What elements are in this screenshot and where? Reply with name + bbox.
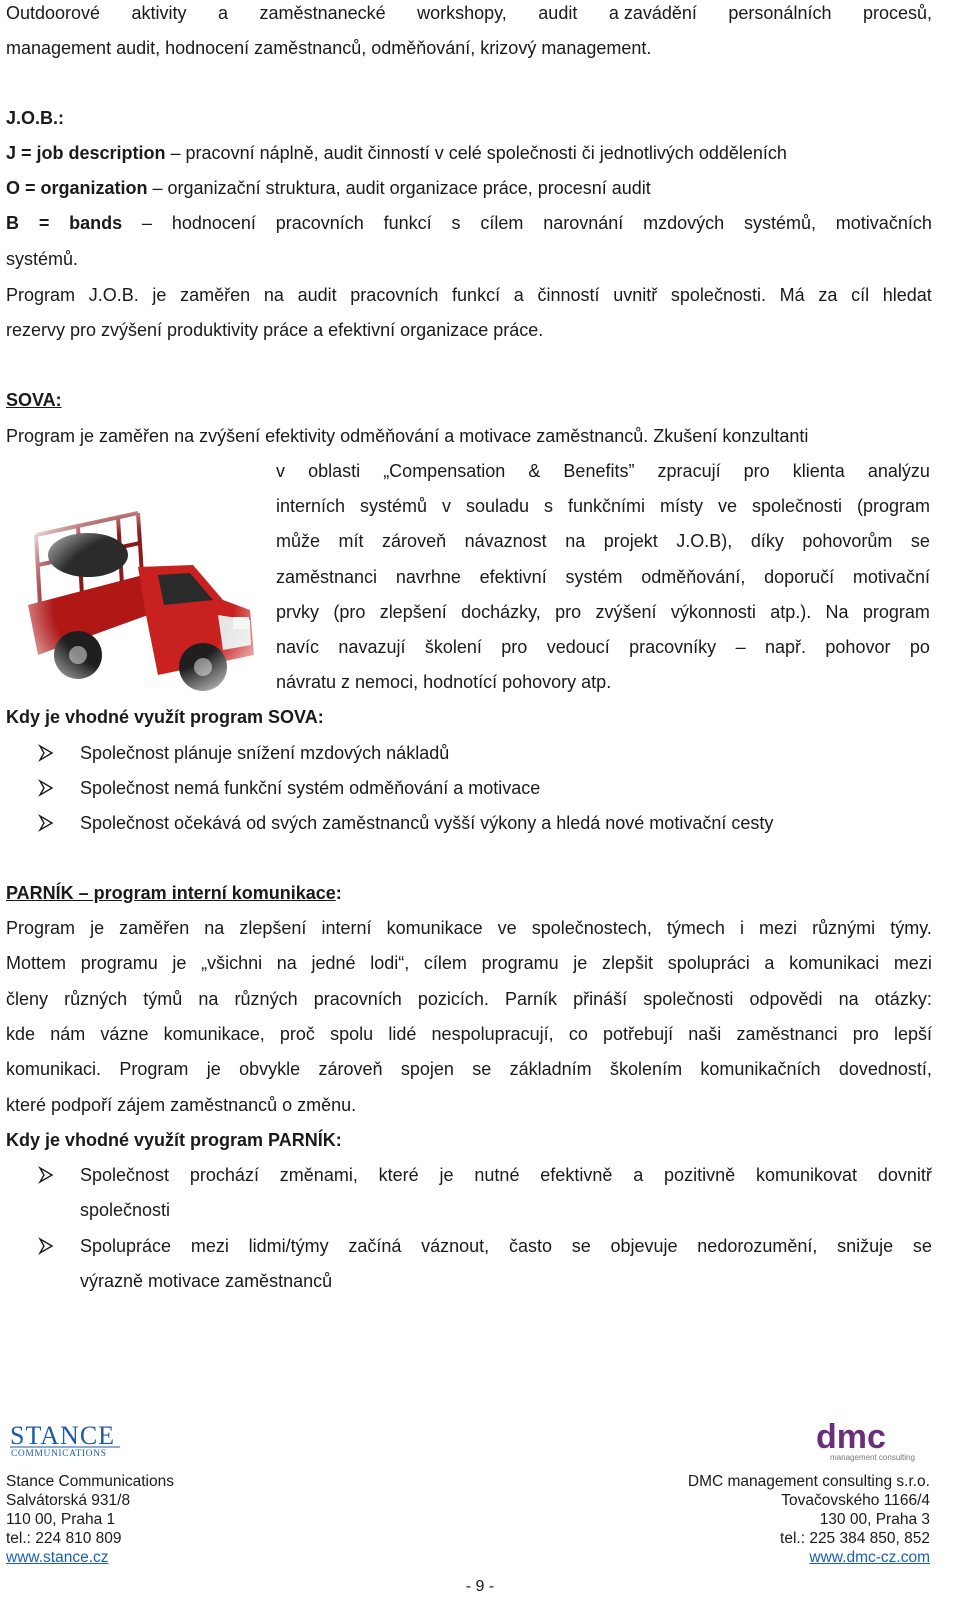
parnik-line-1 xyxy=(6,917,932,939)
footer-left-name: Stance Communications xyxy=(6,1473,174,1490)
word: procesů, xyxy=(862,3,932,23)
job-o-label: O = organization xyxy=(6,178,148,198)
word: pro xyxy=(743,461,770,481)
parnik-heading-line xyxy=(6,882,342,904)
word: je xyxy=(90,918,105,938)
job-o-text: – organizační struktura, audit organizace práce, procesní audit xyxy=(147,178,651,198)
word: navrhne xyxy=(395,567,461,587)
stance-logo-text: STANCE xyxy=(10,1421,116,1450)
word: vázne xyxy=(100,1024,149,1044)
word: dovnitř xyxy=(877,1165,932,1185)
sova-line-1: Program je zaměřen na zvýšení efektivity odměňování a motivace zaměstnanců. Zkušení konzultanti xyxy=(6,426,809,446)
word: snižuje xyxy=(837,1236,894,1256)
word: váznout, xyxy=(421,1236,490,1256)
word: lodi“, xyxy=(370,953,410,973)
word: s xyxy=(451,213,461,233)
word: které xyxy=(378,1165,419,1185)
arrow-bullet-icon xyxy=(38,812,54,834)
word: v xyxy=(442,496,452,516)
word: různými xyxy=(812,918,876,938)
word: místy xyxy=(659,496,703,516)
word: komunikace xyxy=(386,918,483,938)
word: hodnocení xyxy=(171,213,256,233)
word: uvnitř xyxy=(613,285,658,305)
word: a zavádění xyxy=(608,3,697,23)
sova-wrap-last: návratu z nemoci, hodnotící pohovory atp. xyxy=(276,672,612,692)
word: personálních xyxy=(728,3,832,23)
stance-communications-logo xyxy=(8,1420,128,1458)
word: efektivně xyxy=(540,1165,613,1185)
word: se xyxy=(571,1236,591,1256)
footer-right-name: DMC management consulting s.r.o. xyxy=(687,1473,930,1490)
intro-line-2: management audit, hodnocení zaměstnanců, odměňování, krizový management. xyxy=(6,38,652,58)
word: obvykle xyxy=(239,1059,301,1079)
word: Spolupráce xyxy=(80,1236,172,1256)
stance-website-link[interactable]: www.stance.cz xyxy=(6,1549,109,1566)
parnik-heading-colon: : xyxy=(335,883,342,903)
word: klienta xyxy=(792,461,845,481)
footer-left-address xyxy=(6,1472,174,1567)
word: i xyxy=(739,918,744,938)
word: komunikovat xyxy=(755,1165,857,1185)
word: zároveň xyxy=(318,1059,383,1079)
sova-when-heading: Kdy je vhodné využít program SOVA: xyxy=(6,707,324,727)
word: „Compensation xyxy=(383,461,506,481)
sova-heading: SOVA: xyxy=(6,390,62,410)
word: pracovníky xyxy=(629,637,717,657)
word: lidé xyxy=(388,1024,417,1044)
sova-wrap-line-2 xyxy=(276,495,930,517)
word: prvky xyxy=(276,602,320,622)
word: mít xyxy=(338,531,364,551)
word: prochází xyxy=(189,1165,259,1185)
word: systém xyxy=(565,567,623,587)
word: a xyxy=(218,3,229,23)
word: motivační xyxy=(852,567,930,587)
parnik-bullet-2-cont: výrazně motivace zaměstnanců xyxy=(80,1271,333,1291)
word: systémů, xyxy=(743,213,816,233)
word: zaměstnanci xyxy=(276,567,378,587)
word: změnami, xyxy=(279,1165,358,1185)
dmc-website-link[interactable]: www.dmc-cz.com xyxy=(809,1549,930,1566)
footer-left-phone: tel.: 224 810 809 xyxy=(6,1530,122,1547)
word: J.O.B. xyxy=(88,285,139,305)
word: navíc xyxy=(276,637,320,657)
word: návaznost xyxy=(464,531,547,551)
word: spolupráci xyxy=(667,953,750,973)
word: pohovorům xyxy=(802,531,893,551)
parnik-line-4 xyxy=(6,1023,932,1045)
page-number: - 9 - xyxy=(465,1578,495,1595)
word: Na xyxy=(825,602,849,622)
word: zaměřen xyxy=(119,918,190,938)
sova-bullet-text: Společnost plánuje snížení mzdových nákladů xyxy=(80,743,450,763)
dmc-logo-text: dmc xyxy=(816,1418,886,1456)
word: komunikačních xyxy=(700,1059,821,1079)
job-j-label: J = job description xyxy=(6,143,166,163)
word: Benefits” xyxy=(563,461,635,481)
job-b-cont: systémů. xyxy=(6,249,79,269)
word: interních xyxy=(276,496,346,516)
word: = xyxy=(38,213,50,233)
word: komunikace, xyxy=(163,1024,265,1044)
word: cílem xyxy=(480,213,524,233)
word: pro xyxy=(501,637,528,657)
word: jedné xyxy=(311,953,356,973)
parnik-bullet-2-line-1 xyxy=(80,1235,932,1257)
word: se xyxy=(912,1236,932,1256)
word: & xyxy=(528,461,541,481)
word: ve xyxy=(497,918,517,938)
word: je xyxy=(439,1165,454,1185)
word: je xyxy=(172,953,187,973)
word: naši xyxy=(688,1024,722,1044)
word: audit xyxy=(538,3,578,23)
word: s xyxy=(544,496,554,516)
word: pracovních xyxy=(275,213,364,233)
word: interní xyxy=(321,918,372,938)
word: po xyxy=(909,637,930,657)
arrow-bullet-icon xyxy=(38,777,54,799)
job-heading: J.O.B.: xyxy=(6,108,65,128)
dmc-logo-sub: management consulting xyxy=(830,1453,915,1462)
word: proč xyxy=(279,1024,315,1044)
word: nespolupracují, xyxy=(431,1024,554,1044)
word: mzdových xyxy=(643,213,725,233)
word: zpracují xyxy=(657,461,721,481)
word: je xyxy=(573,953,588,973)
arrow-bullet-icon xyxy=(38,1235,54,1257)
word: školení xyxy=(424,637,482,657)
word: členy xyxy=(6,989,49,1009)
word: efektivní xyxy=(479,567,547,587)
word: (program xyxy=(856,496,930,516)
word: pro xyxy=(852,1024,879,1044)
word: odměňování, xyxy=(641,567,746,587)
word: narovnání xyxy=(543,213,624,233)
word: co xyxy=(568,1024,588,1044)
word: pozitivně xyxy=(664,1165,736,1185)
word: programu xyxy=(80,953,158,973)
word: a xyxy=(764,953,775,973)
word: bands xyxy=(69,213,123,233)
word: zvýšení xyxy=(595,602,657,622)
job-o-line xyxy=(6,177,651,199)
word: přináší xyxy=(573,989,628,1009)
word: Program xyxy=(6,918,76,938)
word: hledat xyxy=(882,285,932,305)
word: funkcí xyxy=(383,213,432,233)
word: na xyxy=(204,918,225,938)
word: pro xyxy=(555,602,582,622)
sova-wrap-line-5 xyxy=(276,601,930,623)
footer-right-city: 130 00, Praha 3 xyxy=(819,1511,930,1528)
arrow-bullet-icon xyxy=(38,1164,54,1186)
word: analýzu xyxy=(867,461,930,481)
word: otázky: xyxy=(874,989,932,1009)
word: Program xyxy=(119,1059,189,1079)
word: díky xyxy=(750,531,784,551)
word: vedoucí xyxy=(546,637,610,657)
word: ve xyxy=(717,496,737,516)
job-b-line xyxy=(6,212,932,234)
word: systémů xyxy=(360,496,428,516)
footer-left-city: 110 00, Praha 1 xyxy=(6,1511,116,1528)
word: může xyxy=(276,531,321,551)
word: týmů xyxy=(143,989,183,1009)
word: nám xyxy=(50,1024,86,1044)
word: mezi xyxy=(190,1236,229,1256)
word: navazují xyxy=(338,637,406,657)
word: komunikaci xyxy=(789,953,880,973)
word: na xyxy=(198,989,219,1009)
word: na xyxy=(838,989,859,1009)
word: aktivity xyxy=(131,3,187,23)
word: na xyxy=(276,953,297,973)
stance-logo-sub: COMMUNICATIONS xyxy=(11,1449,107,1458)
word: zlepšit xyxy=(601,953,654,973)
word: se xyxy=(472,1059,492,1079)
word: Společnost xyxy=(80,1165,170,1185)
word: kde xyxy=(6,1024,36,1044)
word: pozicích. xyxy=(417,989,489,1009)
word: zlepšení xyxy=(379,602,447,622)
word: nedorozumění, xyxy=(697,1236,818,1256)
parnik-heading: PARNÍK – program interní komunikace xyxy=(6,883,336,903)
job-j-text: – pracovní náplně, audit činností v celé společnosti či jednotlivých odděleních xyxy=(165,143,787,163)
word: funkcí xyxy=(452,285,501,305)
word: – xyxy=(735,637,746,657)
word: týmech xyxy=(666,918,725,938)
word: workshopy, xyxy=(417,3,507,23)
word: zaměřen xyxy=(180,285,251,305)
word: souladu xyxy=(465,496,530,516)
word: programu xyxy=(481,953,559,973)
word: Outdoorové xyxy=(6,3,101,23)
word: za xyxy=(818,285,838,305)
word: a xyxy=(513,285,524,305)
word: audit xyxy=(297,285,337,305)
word: týmy. xyxy=(890,918,932,938)
word: různých xyxy=(234,989,298,1009)
word: cílem xyxy=(423,953,467,973)
parnik-last-line: které podpoří zájem zaměstnanců o změnu. xyxy=(6,1095,357,1115)
word: (pro xyxy=(333,602,366,622)
word: zaměstnanecké xyxy=(259,3,386,23)
footer-right-address xyxy=(688,1472,930,1567)
document-page xyxy=(6,0,956,1612)
word: se xyxy=(910,531,930,551)
parnik-line-2 xyxy=(6,952,932,974)
word: – xyxy=(142,213,153,233)
footer-left-street: Salvátorská 931/8 xyxy=(6,1492,131,1509)
dmc-logo xyxy=(812,1418,932,1462)
word: společnosti. xyxy=(670,285,766,305)
word: komunikaci. xyxy=(6,1059,102,1079)
word: B xyxy=(6,213,19,233)
word: mezi xyxy=(893,953,932,973)
word: zaměstnanci xyxy=(736,1024,838,1044)
word: Má xyxy=(779,285,805,305)
job-program-line-2: rezervy pro zvýšení produktivity práce a efektivní organizace práce. xyxy=(6,320,544,340)
word: zároveň xyxy=(382,531,447,551)
parnik-bullet-1-cont: společnosti xyxy=(80,1200,171,1220)
word: doporučí xyxy=(764,567,835,587)
word: na xyxy=(565,531,586,551)
word: spolu xyxy=(330,1024,374,1044)
parnik-line-3 xyxy=(6,988,932,1010)
word: Program xyxy=(6,285,76,305)
word: oblasti xyxy=(308,461,361,481)
word: společnostech, xyxy=(531,918,652,938)
word: objevuje xyxy=(610,1236,678,1256)
word: činností xyxy=(537,285,600,305)
word: je xyxy=(152,285,167,305)
sova-bullet-text: Společnost očekává od svých zaměstnanců vyšší výkony a hledá nové motivační cesty xyxy=(80,813,774,833)
word: atp.). xyxy=(770,602,812,622)
parnik-line-5 xyxy=(6,1058,932,1080)
word: zlepšení xyxy=(239,918,307,938)
word: pohovor xyxy=(825,637,891,657)
word: pracovních xyxy=(350,285,439,305)
word: projekt xyxy=(603,531,658,551)
word: lepší xyxy=(893,1024,932,1044)
word: na xyxy=(263,285,284,305)
word: společnosti xyxy=(643,989,734,1009)
word: společnosti xyxy=(751,496,842,516)
word: Parník xyxy=(505,989,558,1009)
footer-right-street: Tovačovského 1166/4 xyxy=(781,1492,930,1509)
arrow-bullet-icon xyxy=(38,742,54,764)
word: cíl xyxy=(851,285,870,305)
word: často xyxy=(508,1236,552,1256)
word: J.O.B), xyxy=(676,531,733,551)
sova-wrap-line-3 xyxy=(276,530,930,552)
word: docházky, xyxy=(461,602,541,622)
word: Mottem xyxy=(6,953,67,973)
intro-line-1 xyxy=(6,2,932,24)
parnik-when-heading: Kdy je vhodné využít program PARNÍK: xyxy=(6,1130,342,1150)
sova-wrap-line-1 xyxy=(276,460,930,482)
sova-wrap-line-6 xyxy=(276,636,930,658)
sova-bullet-text: Společnost nemá funkční systém odměňování a motivace xyxy=(80,778,541,798)
word: v xyxy=(276,461,285,481)
parnik-bullet-1-line-1 xyxy=(80,1164,932,1186)
word: školením xyxy=(610,1059,683,1079)
word: např. xyxy=(764,637,807,657)
word: „všichni xyxy=(201,953,263,973)
word: mezi xyxy=(759,918,798,938)
word: nutné xyxy=(474,1165,520,1185)
word: dovedností, xyxy=(838,1059,932,1079)
word: potřebují xyxy=(603,1024,674,1044)
sova-wrap-line-4 xyxy=(276,566,930,588)
word: motivačních xyxy=(835,213,932,233)
job-j-line xyxy=(6,142,787,164)
word: různých xyxy=(64,989,128,1009)
red-truck-image xyxy=(18,505,268,705)
word: základním xyxy=(509,1059,592,1079)
word: začíná xyxy=(348,1236,402,1256)
word: a xyxy=(633,1165,644,1185)
word: program xyxy=(862,602,930,622)
word: lidmi/týmy xyxy=(248,1236,329,1256)
word: výkonnosti xyxy=(670,602,756,622)
job-program-line-1 xyxy=(6,284,932,306)
footer-right-phone: tel.: 225 384 850, 852 xyxy=(780,1530,930,1547)
word: pracovních xyxy=(313,989,402,1009)
word: spojen xyxy=(400,1059,454,1079)
word: odpovědi xyxy=(749,989,823,1009)
word: funkčními xyxy=(567,496,646,516)
word: je xyxy=(206,1059,221,1079)
